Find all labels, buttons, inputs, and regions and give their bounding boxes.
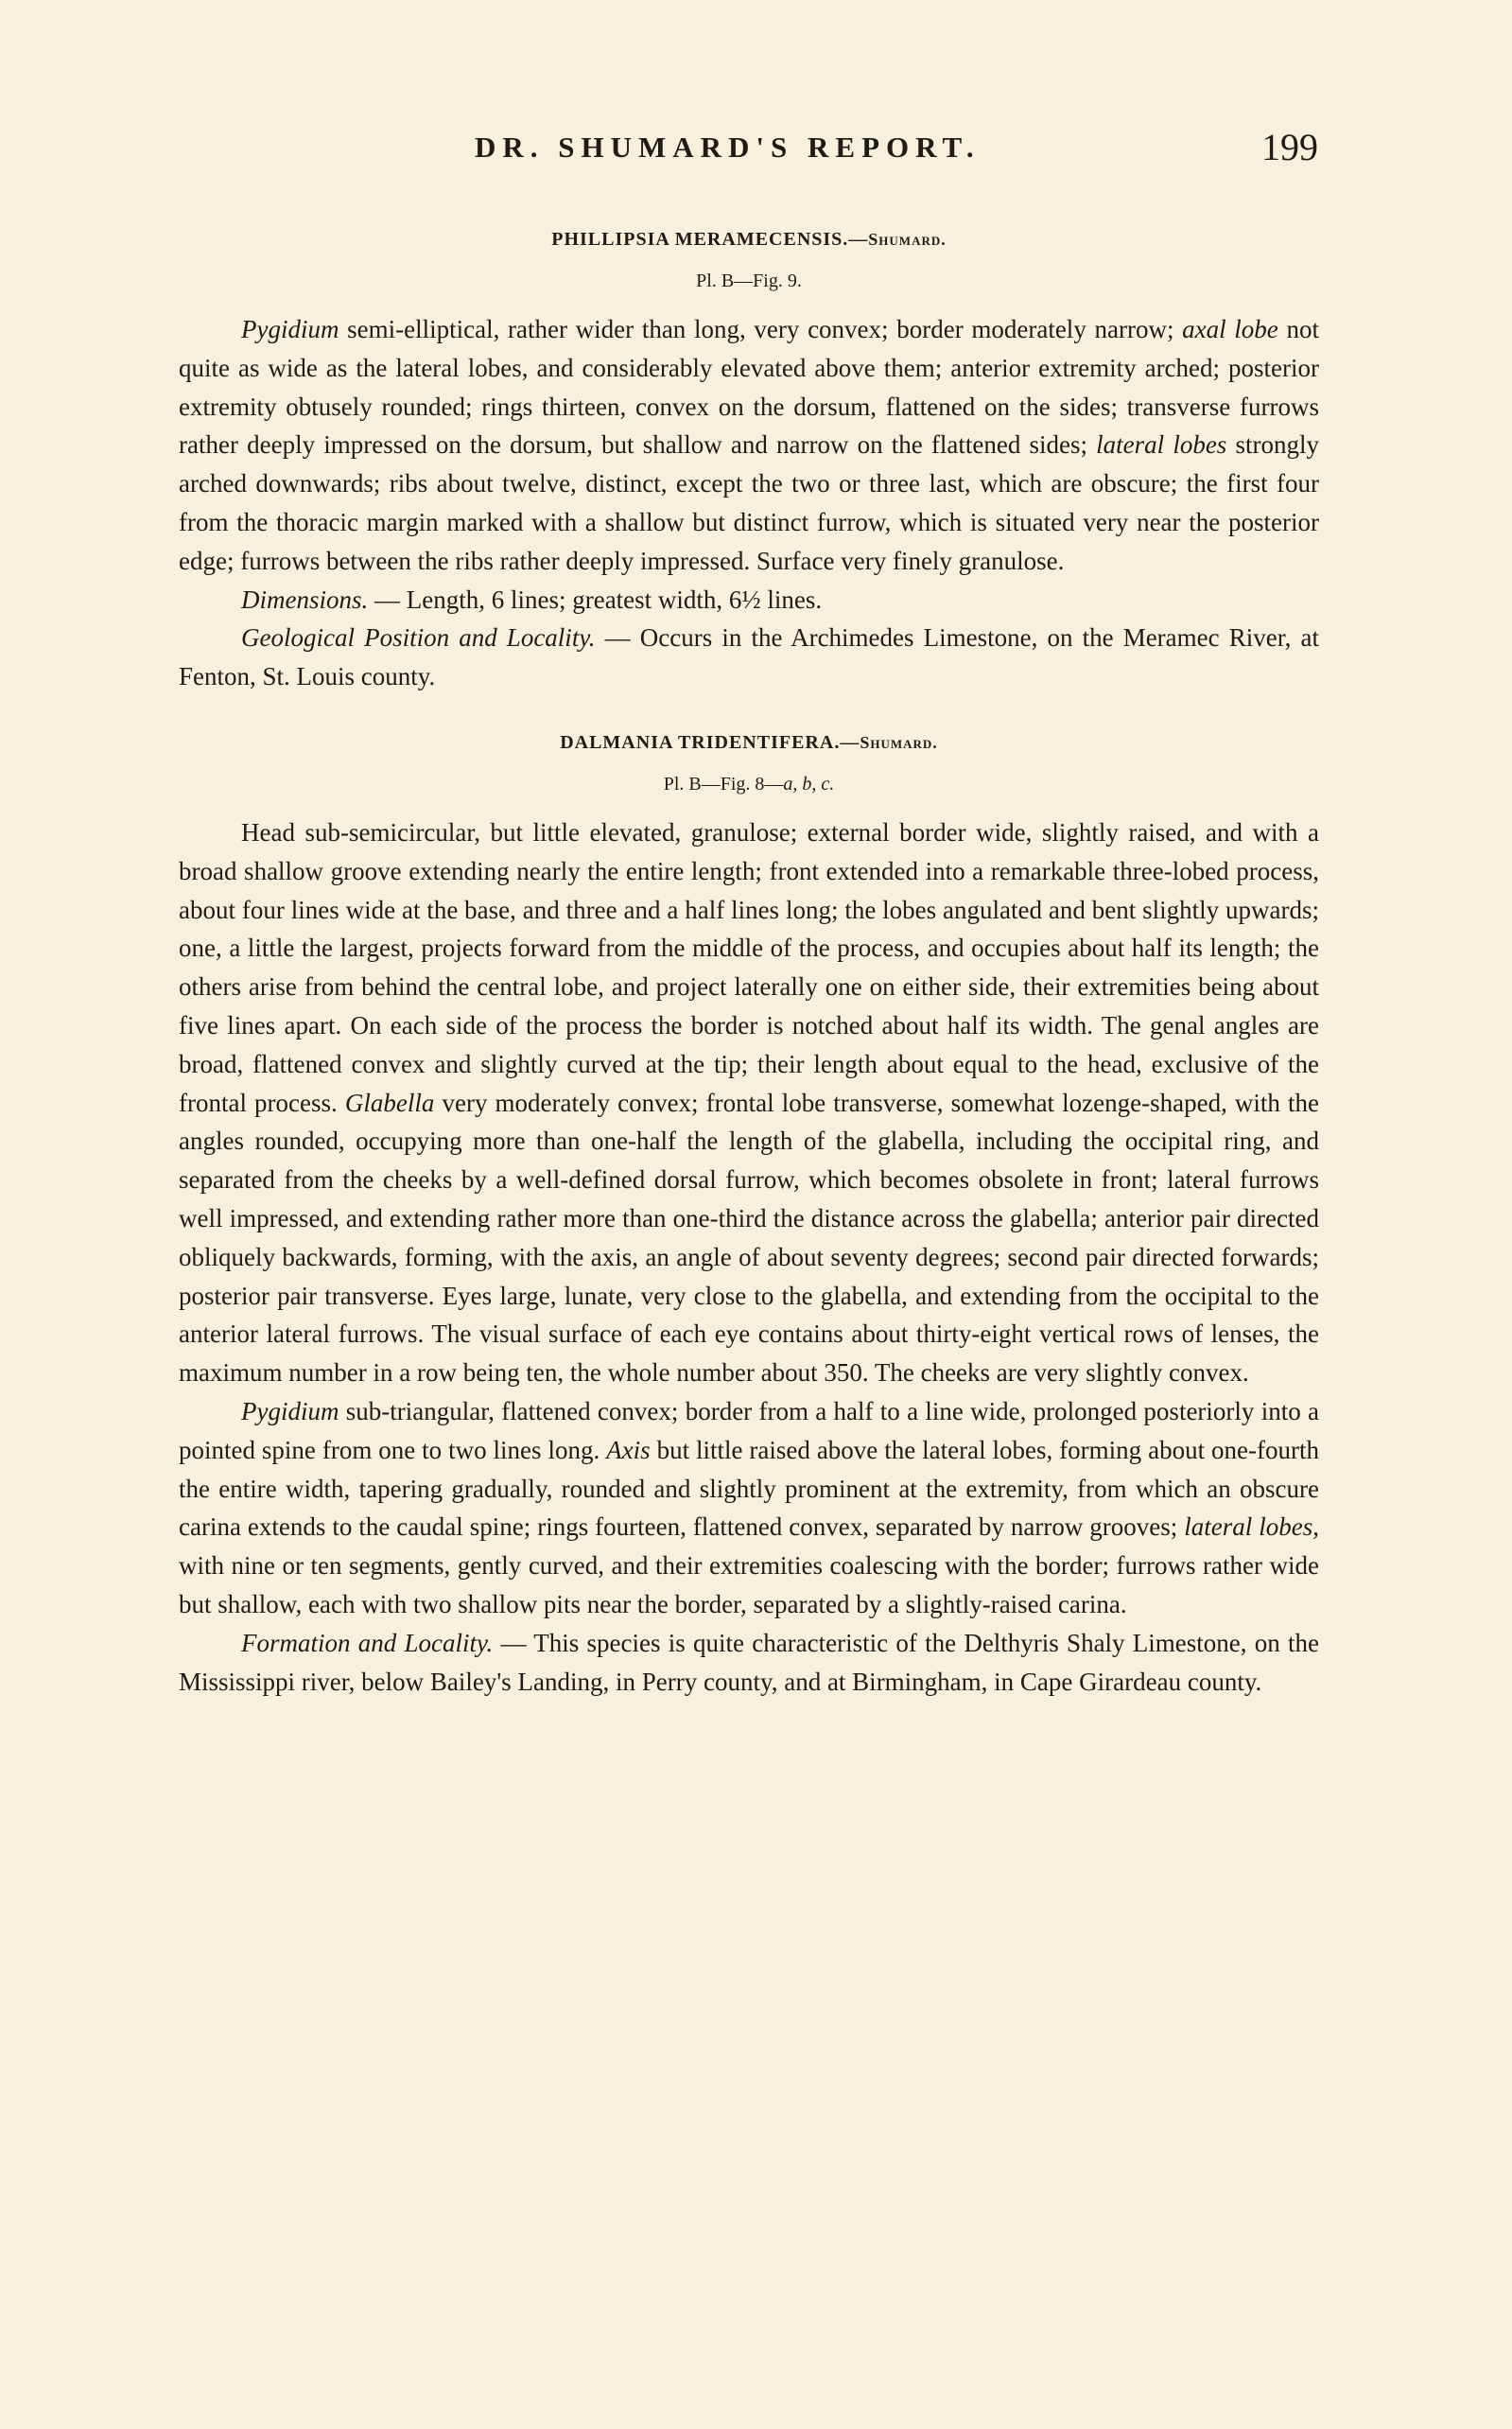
- term: axal lobe: [1182, 315, 1278, 343]
- locality-paragraph: [179, 619, 1319, 696]
- pygidium-paragraph: [179, 1392, 1319, 1624]
- text: not quite as wide as the lateral lobes, and considerably elevated above them; anterior extremity arched; posterior extremity obtusely rounded; rings thirteen, convex on the dorsum, flattened on the sides; transverse furrows rather deeply impressed on the dorsum, but shallow and narrow on the flattened sides;: [179, 315, 1319, 460]
- term: Axis: [606, 1435, 651, 1464]
- page-content: [179, 225, 1319, 1701]
- section-gap: [179, 696, 1319, 728]
- text: — Occurs in the Archimedes Limestone, on the Meramec River, at Fenton, St. Louis county.: [179, 623, 1319, 691]
- description-paragraph: [179, 310, 1319, 581]
- text: semi-elliptical, rather wider than long, very convex; border moderately narrow;: [339, 315, 1183, 343]
- plate-reference: Pl. B—Fig. 9.: [696, 271, 802, 291]
- plate-letters: a, b, c.: [783, 773, 835, 795]
- text: Head sub-semicircular, but little elevated, granulose; external border wide, slightly raised, and with a broad shallow groove extending nearly the entire length; front extended into a remarkable three-lobed process, about four lines wide at the base, and three and a half lines long; the lobes angulated and bent slightly upwards; one, a little the largest, projects forward from the middle of the process, and occupies about half its length; the others arise from behind the central lobe, and project laterally one on either side, their extremities being about five lines apart. On each side of the process the border is notched about half its width. The genal angles are broad, flattened convex and slightly curved at the tip; their length about equal to the head, exclusive of the frontal process.: [179, 817, 1319, 1117]
- text: but little raised above the lateral lobes, forming about one-fourth the entire width, tapering gradually, rounded and slightly prominent at the extremity, from which an obscure carina extends to the caudal spine; rings fourteen, flattened convex, separated by narrow grooves;: [179, 1435, 1319, 1542]
- species-section-phillipsia: [179, 225, 1319, 696]
- page-number: 199: [1261, 126, 1318, 168]
- species-name: PHILLIPSIA MERAMECENSIS.—: [551, 229, 869, 250]
- term: lateral lobes,: [1184, 1512, 1319, 1542]
- text: — Length, 6 lines; greatest width, 6½ lines.: [368, 585, 823, 614]
- species-author: Shumard.: [868, 230, 947, 249]
- species-section-dalmania: [179, 728, 1319, 1701]
- text: — This species is quite characteristic of the Delthyris Shaly Limestone, on the Mississippi river, below Bailey's Landing, in Perry county, and at Birmingham, in Cape Girardeau county.: [179, 1628, 1320, 1696]
- term: Glabella: [344, 1088, 435, 1117]
- species-title: [179, 728, 1319, 757]
- plate-prefix: Pl. B—Fig. 8—: [663, 773, 784, 795]
- formation-paragraph: [179, 1624, 1319, 1702]
- term: Pygidium: [241, 1396, 339, 1425]
- label: Formation and Locality.: [241, 1628, 494, 1657]
- species-name: DALMANIA TRIDENTIFERA.—: [560, 731, 860, 753]
- running-head: DR. SHUMARD'S REPORT.: [475, 131, 981, 164]
- text: strongly arched downwards; ribs about twelve, distinct, except the two or three last, which are obscure; the first four from the thoracic margin marked with a shallow but distinct furrow, which is situated very near the posterior edge; furrows between the ribs rather deeply impressed. Surface very finely granulose.: [179, 430, 1319, 575]
- term: lateral lobes: [1096, 430, 1227, 460]
- term: Pygidium: [241, 315, 339, 343]
- text: very moderately convex; frontal lobe transverse, somewhat lozenge-shaped, with the angles rounded, occupying more than one-half the length of the glabella, including the occipital ring, and separated from the cheeks by a well-defined dorsal furrow, which becomes obsolete in front; lateral furrows well impressed, and extending rather more than one-third the distance across the glabella; anterior pair directed obliquely backwards, forming, with the axis, an angle of about seventy degrees; second pair directed forwards; posterior pair transverse. Eyes large, lunate, very close to the glabella, and extending from the occipital to the anterior lateral furrows. The visual surface of each eye contains about thirty-eight vertical rows of lenses, the maximum number in a row being ten, the whole number about 350. The cheeks are very slightly convex.: [179, 1088, 1319, 1388]
- label: Dimensions.: [241, 585, 369, 614]
- label: Geological Position and Locality.: [241, 623, 596, 653]
- page-header: [180, 123, 1318, 180]
- text: sub-triangular, flattened convex; border from a half to a line wide, prolonged posteriorly into a pointed spine from one to two lines long.: [179, 1396, 1319, 1464]
- dimensions-paragraph: [179, 581, 1319, 620]
- text: with nine or ten segments, gently curved, and their extremities coalescing with the border; furrows rather wide but shallow, each with two shallow pits near the border, separated by a slightly-raised carina.: [179, 1551, 1319, 1618]
- species-title: [179, 225, 1319, 253]
- head-description-paragraph: [179, 813, 1319, 1392]
- plate-reference: [179, 770, 1319, 798]
- species-author: Shumard.: [860, 732, 938, 752]
